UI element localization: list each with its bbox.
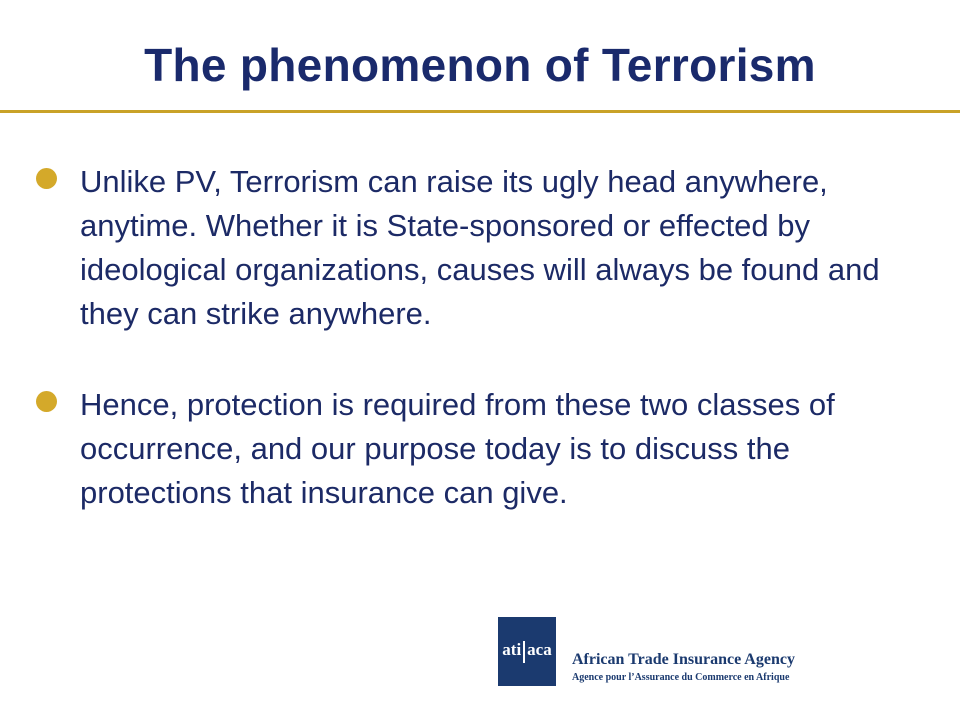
agency-name-french: Agence pour l’Assurance du Commerce en Afrique (572, 672, 790, 683)
bullet-dot-icon (36, 391, 57, 412)
bullet-item (36, 383, 936, 515)
slide-title: The phenomenon of Terrorism (144, 39, 816, 91)
logo-mark-right: aca (527, 640, 552, 660)
bullet-text: Unlike PV, Terrorism can raise its ugly head anywhere, anytime. Whether it is State-sponsored or effected by ideological organizations, causes will always be found and they can strike anywhere. (80, 164, 880, 331)
bullet-list (36, 160, 936, 515)
ati-logo (498, 617, 556, 686)
title-divider (0, 110, 960, 113)
agency-name-block (572, 650, 795, 686)
bullet-dot-icon (36, 168, 57, 189)
logo-separator (523, 641, 525, 663)
bullet-item (36, 160, 936, 336)
logo-mark (502, 640, 551, 662)
agency-name-english: African Trade Insurance Agency (572, 651, 795, 668)
logo-mark-left: ati (502, 640, 522, 660)
bullet-text: Hence, protection is required from these two classes of occurrence, and our purpose today is to discuss the protections that insurance can give. (80, 387, 835, 510)
